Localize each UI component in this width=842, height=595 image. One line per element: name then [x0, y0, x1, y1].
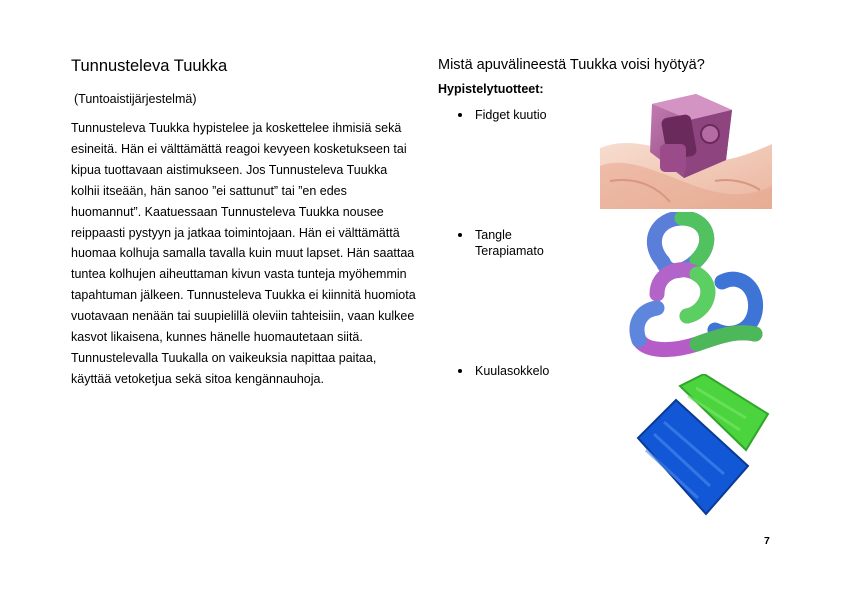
aids-heading: Mistä apuvälineestä Tuukka voisi hyötyä?	[438, 57, 705, 73]
products-label: Hypistelytuotteet:	[438, 82, 544, 96]
list-item-bead-maze: Kuulasokkelo	[475, 364, 550, 378]
bead-maze-photo-icon	[636, 374, 774, 516]
fidget-cube-photo-icon	[600, 86, 772, 209]
page-number: 7	[764, 535, 770, 547]
page-subtitle: (Tuntoaistijärjestelmä)	[74, 92, 197, 106]
list-item-tangle: Tangle Terapiamato	[475, 227, 565, 259]
tangle-toy-photo-icon	[627, 212, 767, 360]
body-paragraph: Tunnusteleva Tuukka hypistelee ja koskettelee ihmisiä sekä esineitä. Hän ei välttämättä reagoi kevyeen kosketukseen tai kipua tuottavaan aistimukseen. Jos Tunnusteleva Tuukka kolhii itseään, hän sanoo ”ei sattunut” tai ”en edes huomannut”. Kaatuessaan Tunnusteleva Tuukka nousee reippaasti pystyyn ja jatkaa toimintojaan. Hän ei välttämättä huomaa kolhuja samalla tavalla kuin muut lapset. Hän saattaa tuntea kolhujen aiheuttaman kivun vasta tunteja myöhemmin tapahtuman jälkeen. Tunnusteleva Tuukka ei kiinnitä huomiota vuotavaan nenään tai suupielillä oleviin tahteisiin, vaan kulkee kasvot likaisena, kunnes hänelle huomautetaan siitä. Tunnustelevalla Tuukalla on vaikeuksia napittaa paitaa, käyttää vetoketjua sekä sitoa kengännauhoja.	[71, 121, 416, 386]
list-item-fidget-cube: Fidget kuutio	[475, 108, 547, 122]
page-title: Tunnusteleva Tuukka	[71, 57, 228, 75]
